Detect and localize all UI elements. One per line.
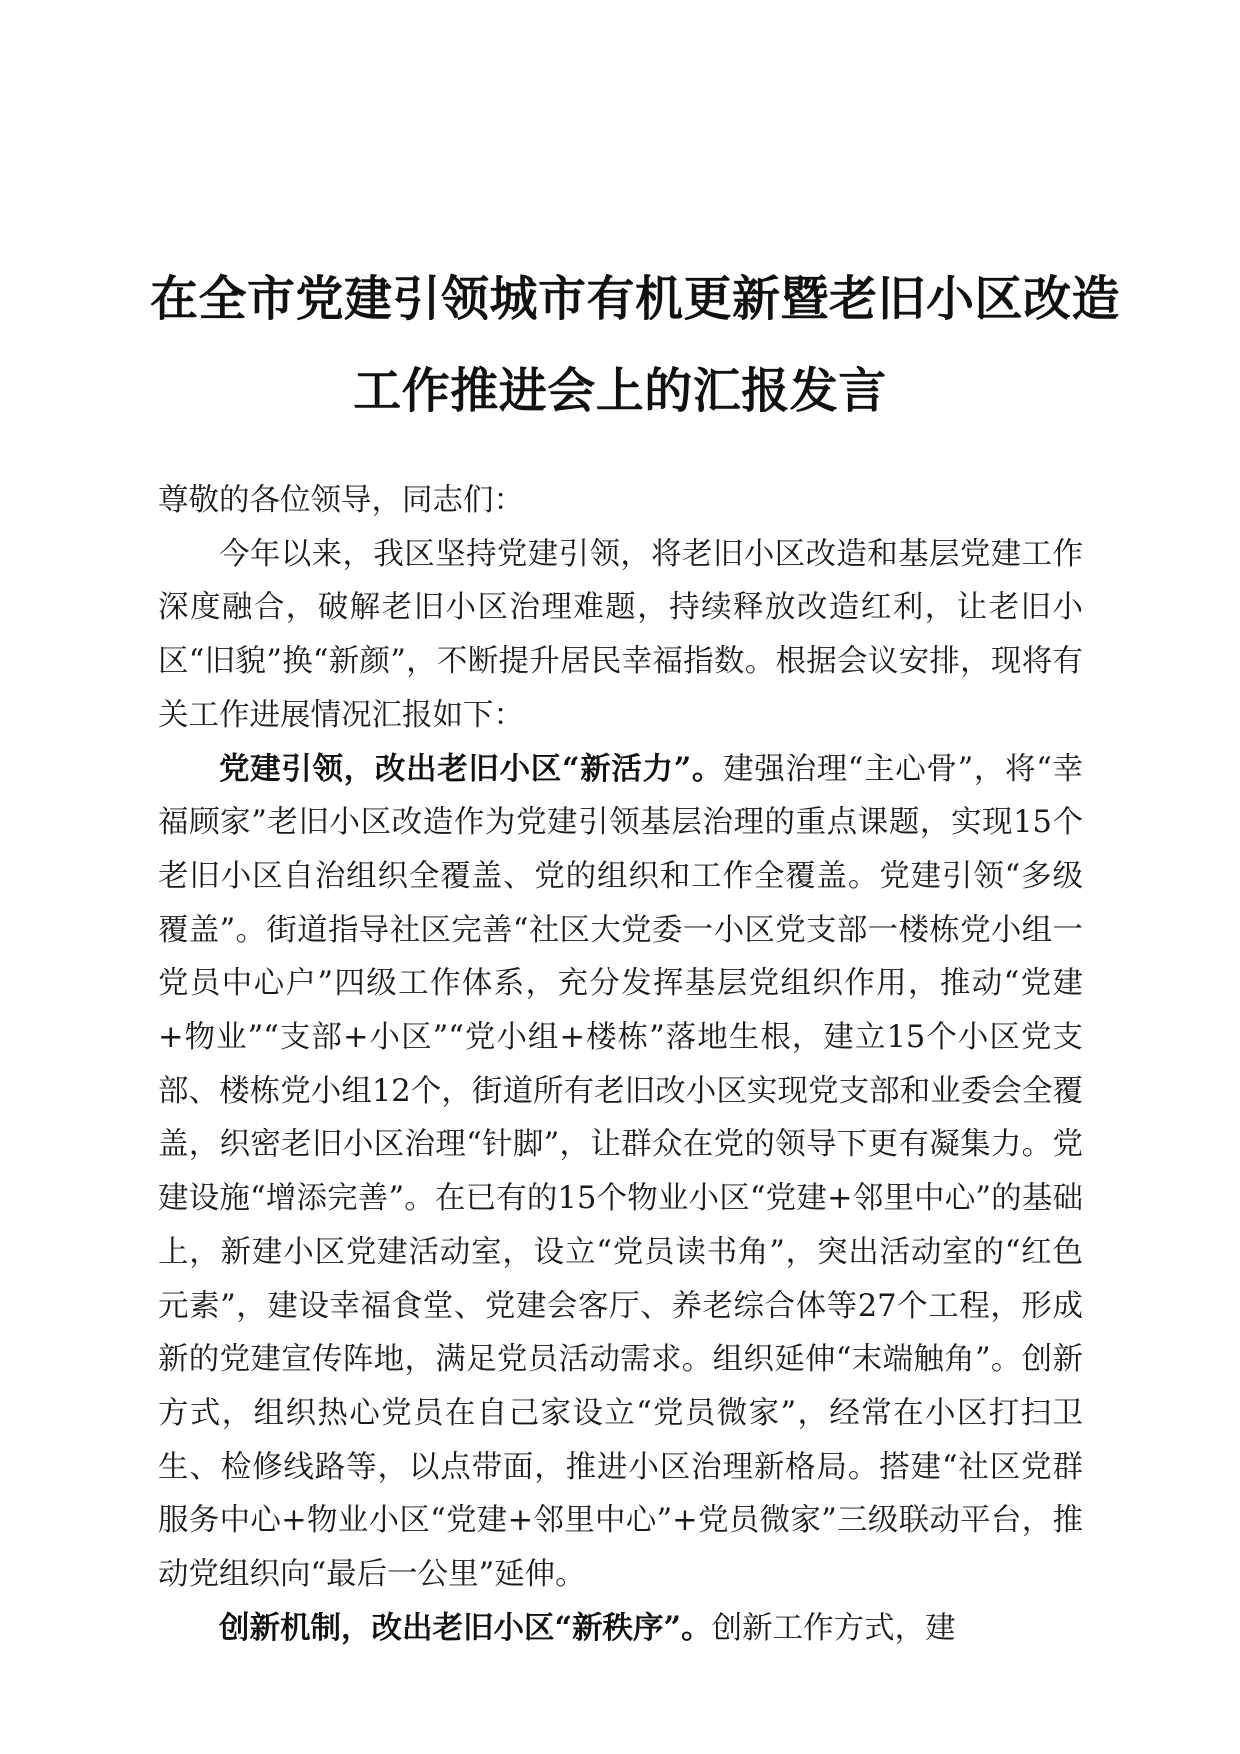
- salutation: 尊敬的各位领导，同志们：: [158, 483, 524, 518]
- section-1-paragraph: [158, 743, 1083, 1602]
- intro-paragraph: 今年以来，我区坚持党建引领，将老旧小区改造和基层党建工作深度融合，破解老旧小区治理难题，持续释放改造红利，让老旧小区“旧貌”换“新颜”，不断提升居民幸福指数。根据会议安排，现将有关工作进展情况汇报如下：: [158, 536, 1083, 733]
- section-2-paragraph: [158, 1602, 1083, 1656]
- section-1-heading: 党建引领，改出老旧小区“新活力”。: [219, 750, 724, 787]
- document-body: [158, 474, 1083, 1655]
- document-title-line-2: 工作推进会上的汇报发言: [353, 363, 887, 419]
- document-title-line-1: 在全市党建引领城市有机更新暨老旧小区改造: [150, 271, 1121, 327]
- section-1-text: 建强治理“主心骨”，将“幸福顾家”老旧小区改造作为党建引领基层治理的重点课题，实现15个老旧小区自治组织全覆盖、党的组织和工作全覆盖。党建引领“多级覆盖”。街道指导社区完善“社区大党委一小区党支部一楼栋党小组一党员中心户”四级工作体系，充分发挥基层党组织作用，推动“党建+物业”“支部+小区”“党小组+楼栋”落地生根，建立15个小区党支部、楼栋党小组12个，街道所有老旧改小区实现党支部和业委会全覆盖，织密老旧小区治理“针脚”，让群众在党的领导下更有凝集力。党建设施“增添完善”。在已有的15个物业小区“党建+邻里中心”的基础上，新建小区党建活动室，设立“党员读书角”，突出活动室的“红色元素”，建设幸福食堂、党建会客厅、养老综合体等27个工程，形成新的党建宣传阵地，满足党员活动需求。组织延伸“末端触角”。创新方式，组织热心党员在自己家设立“党员微家”，经常在小区打扫卫生、检修线路等，以点带面，推进小区治理新格局。搭建“社区党群服务中心+物业小区“党建+邻里中心”+党员微家”三级联动平台，推动党组织向“最后一公里”延伸。: [158, 751, 1083, 1593]
- section-2-heading: 创新机制，改出老旧小区“新秩序”。: [219, 1609, 712, 1646]
- section-2-text: 创新工作方式，建: [711, 1610, 956, 1646]
